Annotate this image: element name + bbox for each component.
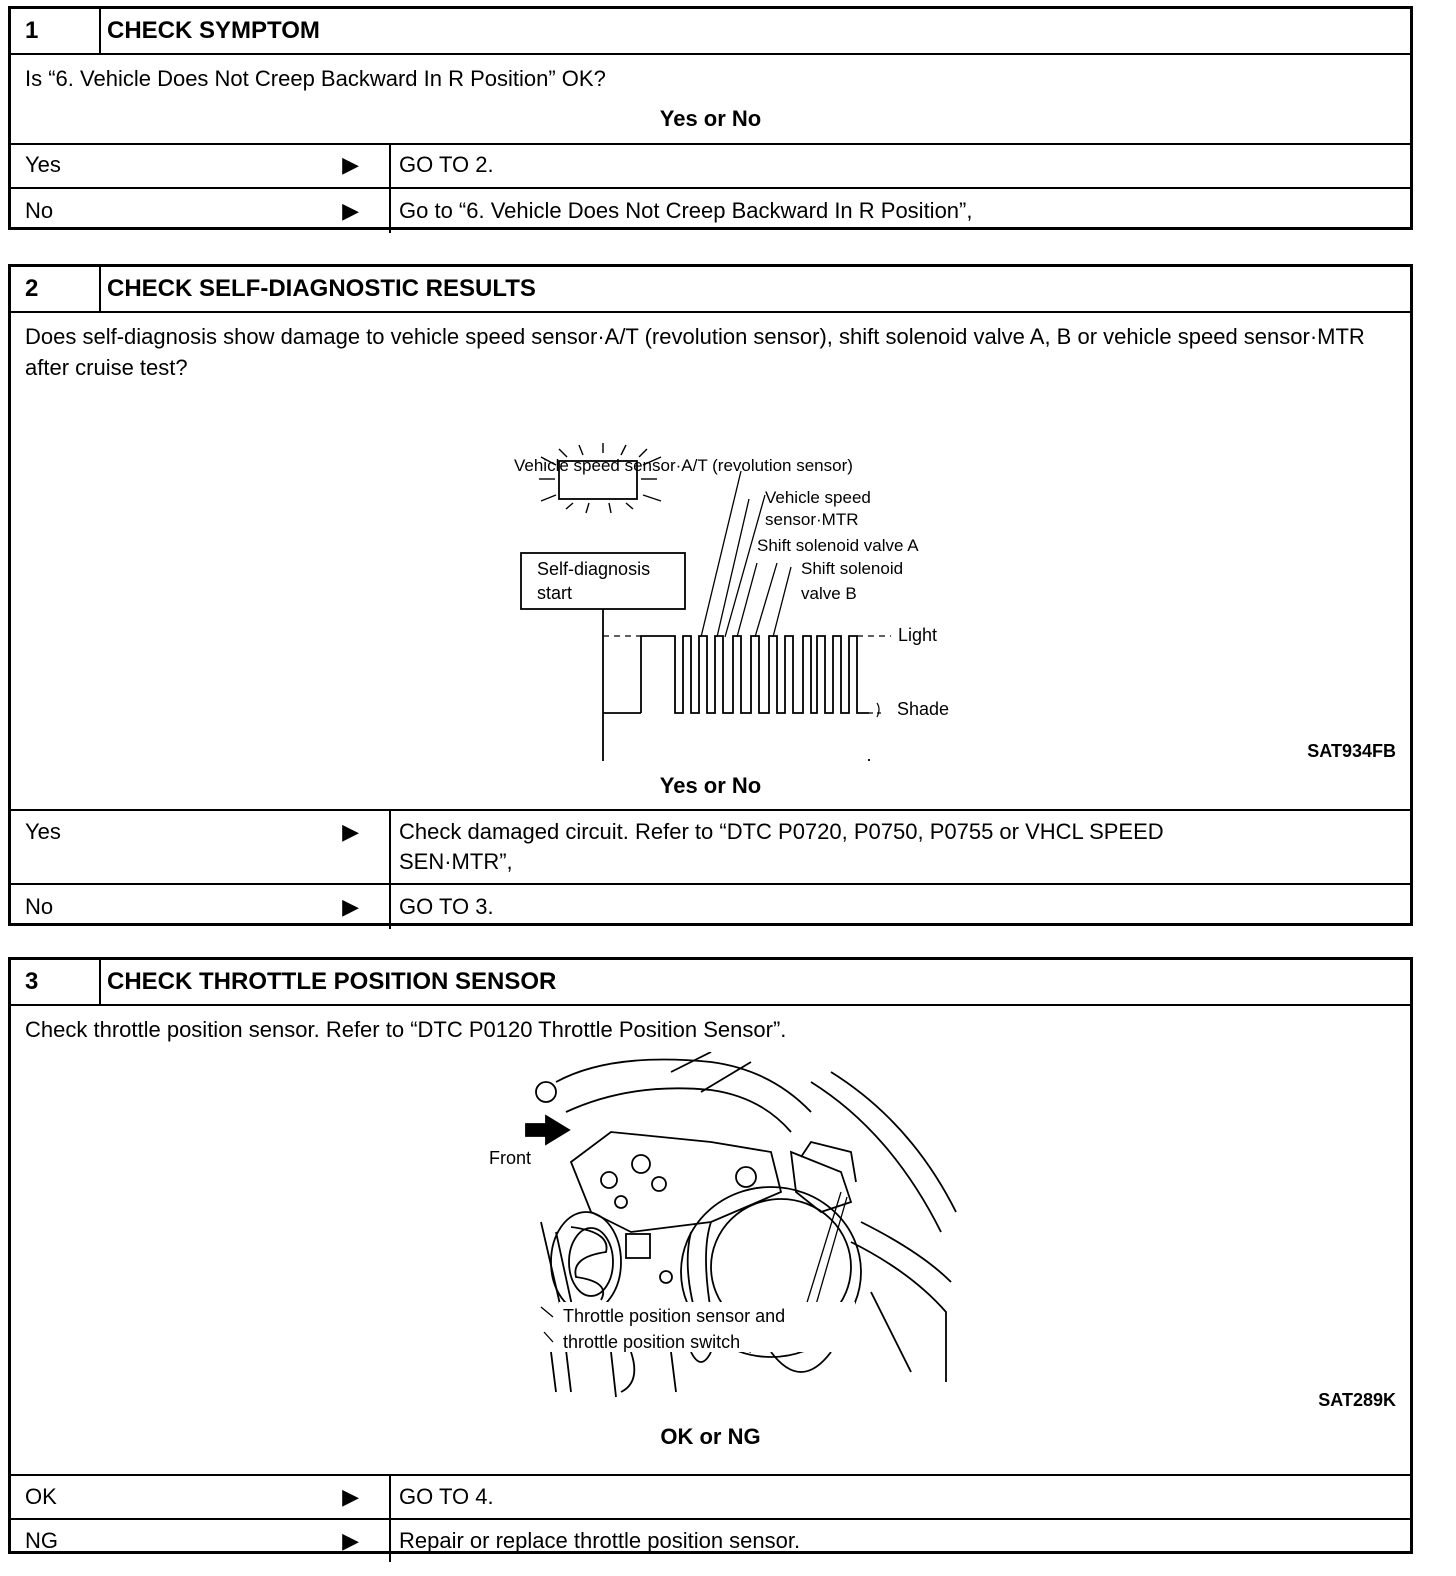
- answer-result: Repair or replace throttle position sensor.: [399, 1528, 801, 1553]
- step-2-block: [8, 264, 1413, 926]
- step-question: Does self-diagnosis show damage to vehicle speed sensor·A/T (revolution sensor), shift solenoid valve A, B or vehicle speed sensor·MTR after cruise test?: [25, 324, 1365, 380]
- answer-label: NG: [25, 1528, 58, 1553]
- answer-row-yes: [11, 143, 1410, 187]
- answer-row-no: [11, 883, 1410, 929]
- decision-prompt: Yes or No: [659, 106, 762, 131]
- label-vss-at: Vehicle speed sensor·A/T (revolution sensor): [514, 456, 853, 475]
- answer-label: No: [25, 198, 54, 223]
- decision-prompt: OK or NG: [660, 1424, 761, 1449]
- answer-row-ng: [11, 1518, 1410, 1562]
- label-front: Front: [489, 1148, 532, 1168]
- step-number: 1: [11, 9, 101, 53]
- label-light: Light: [898, 625, 938, 645]
- figure-code: SAT289K: [1318, 1390, 1396, 1410]
- label-shift-solenoid-b: Shift solenoid: [801, 559, 904, 578]
- answer-result: Go to “6. Vehicle Does Not Creep Backward In R Position”,: [399, 198, 973, 223]
- step-title: CHECK THROTTLE POSITION SENSOR: [107, 968, 557, 995]
- answer-label: Yes: [25, 819, 61, 844]
- label-vss-mtr-2: sensor·MTR: [765, 510, 859, 529]
- step-3-block: [8, 957, 1413, 1554]
- label-self-diagnosis-start: Self-diagnosis: [537, 559, 651, 579]
- arrow-icon: ▶: [342, 1484, 359, 1509]
- arrow-icon: ▶: [342, 198, 359, 223]
- step-1-header: [11, 9, 1410, 55]
- answer-row-ok: [11, 1474, 1410, 1518]
- answer-result: GO TO 4.: [399, 1484, 494, 1509]
- answer-label: Yes: [25, 152, 61, 177]
- step-number: 2: [11, 267, 101, 311]
- step-question: Is “6. Vehicle Does Not Creep Backward In R Position” OK?: [25, 66, 606, 91]
- arrow-icon: ▶: [342, 819, 359, 844]
- arrow-icon: ▶: [342, 1528, 359, 1553]
- arrow-icon: ▶: [342, 152, 359, 177]
- self-diagnosis-diagram: [11, 391, 1410, 761]
- answer-result-2: SEN·MTR”,: [399, 849, 513, 874]
- label-shade: Shade: [897, 699, 950, 719]
- label-vss-mtr: Vehicle speed: [765, 488, 871, 507]
- step-title: CHECK SYMPTOM: [107, 17, 320, 44]
- answer-label: OK: [25, 1484, 57, 1509]
- arrow-icon: ▶: [342, 894, 359, 919]
- step-3-header: [11, 960, 1410, 1006]
- answer-result: GO TO 2.: [399, 152, 494, 177]
- step-question: Check throttle position sensor. Refer to “DTC P0120 Throttle Position Sensor”.: [25, 1017, 787, 1042]
- step-title: CHECK SELF-DIAGNOSTIC RESULTS: [107, 275, 536, 302]
- answer-result: Check damaged circuit. Refer to “DTC P0720, P0750, P0755 or VHCL SPEED: [399, 819, 1164, 844]
- label-throttle-sensor: Throttle position sensor and: [563, 1306, 786, 1326]
- throttle-sensor-figure: [11, 1052, 1410, 1410]
- step-2-header: [11, 267, 1410, 313]
- answer-label: No: [25, 894, 54, 919]
- decision-prompt: Yes or No: [659, 773, 762, 798]
- throttle-body-illustration: [11, 1052, 1410, 1402]
- answer-row-no: [11, 187, 1410, 233]
- label-shift-solenoid-b-2: valve B: [801, 584, 857, 603]
- step-1-block: [8, 6, 1413, 230]
- self-diagnosis-figure: [11, 391, 1410, 761]
- label-throttle-switch: throttle position switch: [563, 1332, 741, 1352]
- label-self-diagnosis-start-2: start: [537, 583, 573, 603]
- answer-row-yes: [11, 809, 1410, 883]
- figure-code: SAT934FB: [1307, 741, 1396, 761]
- label-shift-solenoid-a: Shift solenoid valve A: [757, 536, 919, 555]
- step-number: 3: [11, 960, 101, 1004]
- answer-result: GO TO 3.: [399, 894, 494, 919]
